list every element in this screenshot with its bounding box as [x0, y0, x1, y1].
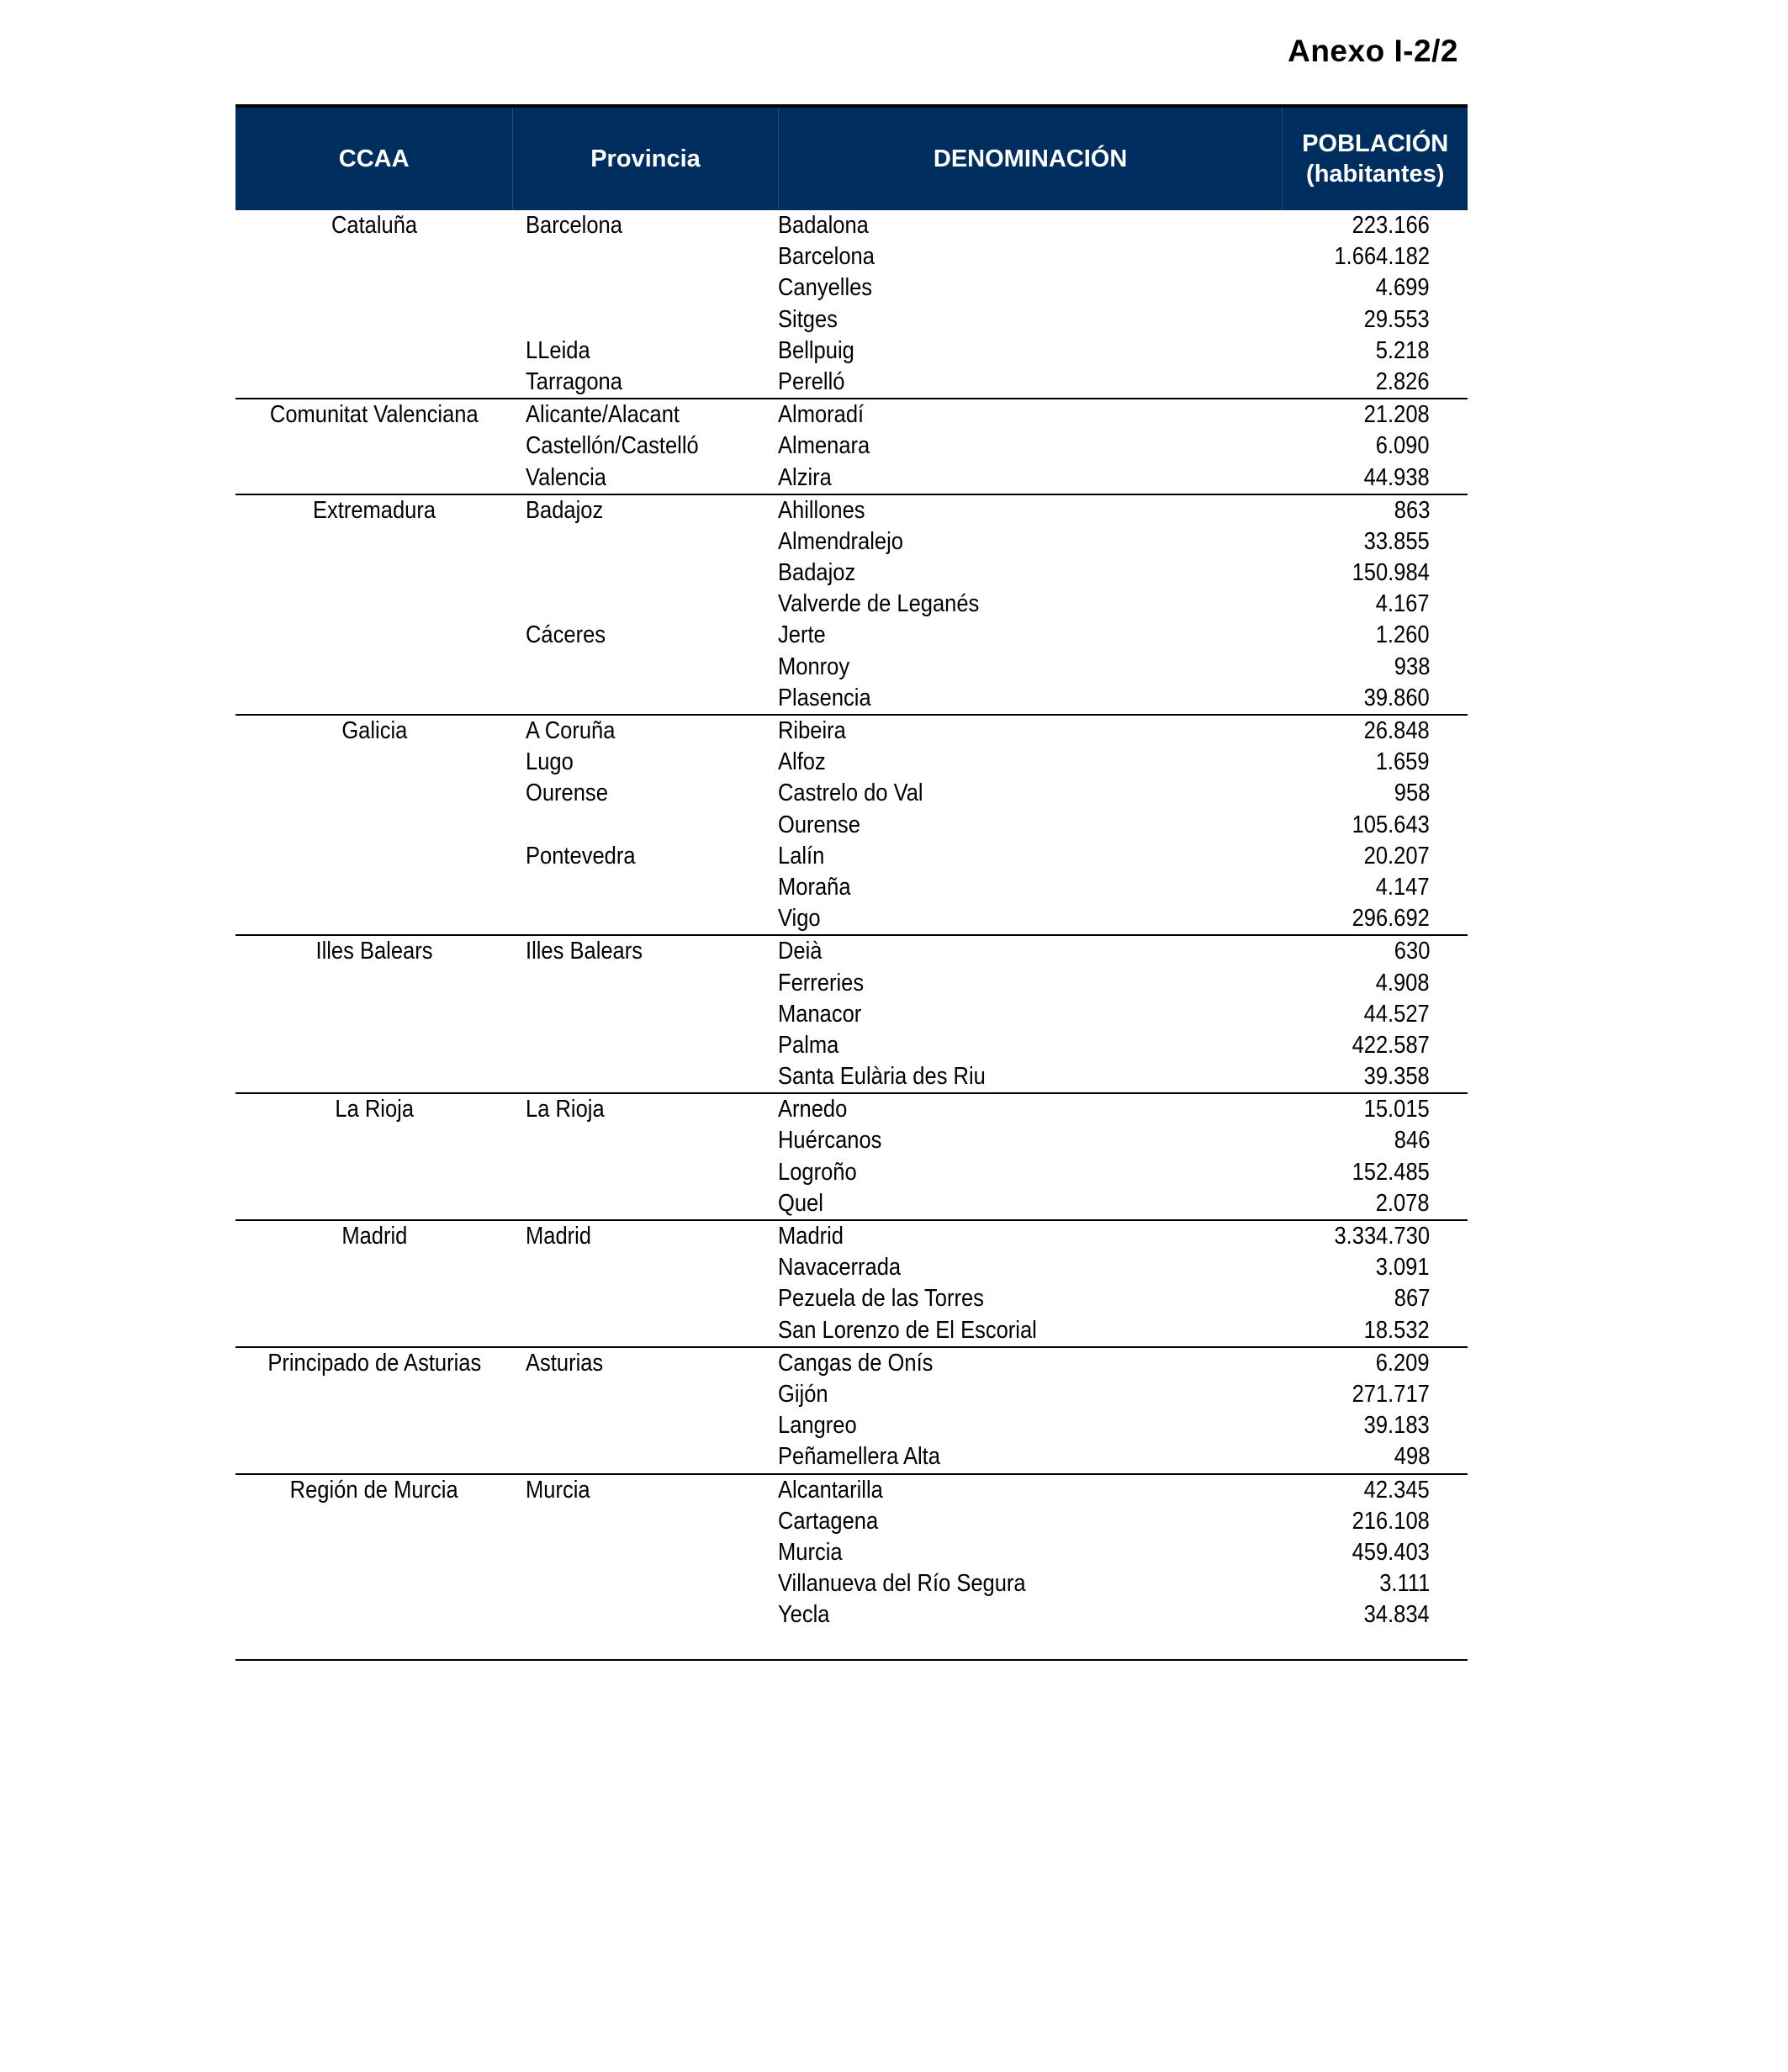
table-row [235, 1315, 1468, 1346]
ccaa-cell [235, 810, 513, 841]
ccaa-cell [235, 872, 513, 903]
ccaa-cell [235, 1379, 513, 1410]
provincia-cell [513, 558, 778, 589]
provincia-cell [513, 1599, 778, 1631]
denominacion-cell: Yecla [778, 1601, 830, 1629]
ccaa-cell [235, 1030, 513, 1061]
provincia-cell: Valencia [526, 463, 607, 491]
table-row [235, 462, 1468, 494]
table-row [235, 367, 1468, 398]
denominacion-cell: Badalona [778, 212, 869, 239]
provincia-cell [513, 1506, 778, 1537]
provincia-cell: Pontevedra [526, 842, 636, 870]
provincia-cell: LLeida [526, 336, 590, 364]
table-row [235, 747, 1468, 778]
ccaa-cell [235, 431, 513, 462]
ccaa-cell [235, 1315, 513, 1346]
denominacion-cell: Moraña [778, 873, 851, 901]
provincia-cell [513, 1125, 778, 1156]
header-poblacion-line1: POBLACIÓN [1302, 130, 1449, 157]
poblacion-cell: 29.553 [1363, 305, 1430, 333]
ccaa-cell [235, 903, 513, 934]
denominacion-cell: Badajoz [778, 559, 856, 587]
table-body [235, 210, 1468, 1661]
header-denominacion: DENOMINACIÓN [779, 108, 1283, 210]
denominacion-cell: Cartagena [778, 1507, 879, 1535]
denominacion-cell: Langreo [778, 1412, 857, 1440]
table-row [235, 1506, 1468, 1537]
ccaa-cell [235, 1537, 513, 1568]
ccaa-cell [235, 558, 513, 589]
provincia-cell: Badajoz [526, 496, 604, 524]
provincia-cell [513, 1568, 778, 1599]
table-row [235, 1283, 1468, 1314]
poblacion-cell: 296.692 [1352, 905, 1430, 933]
denominacion-cell: Barcelona [778, 243, 875, 271]
ccaa-cell [235, 1506, 513, 1537]
ccaa-cell [235, 1188, 513, 1219]
table-row [235, 336, 1468, 367]
ccaa-cell [235, 1061, 513, 1092]
table-row [235, 968, 1468, 999]
provincia-cell: Illes Balears [526, 938, 643, 965]
provincia-cell: Asturias [526, 1349, 604, 1377]
denominacion-cell: Plasencia [778, 684, 871, 711]
denominacion-cell: Peñamellera Alta [778, 1443, 940, 1471]
denominacion-cell: Almoradí [778, 401, 865, 429]
table-row [235, 210, 1468, 241]
ccaa-cell [235, 778, 513, 809]
ccaa-cell [235, 1157, 513, 1188]
table-row [235, 620, 1468, 651]
denominacion-cell: Deià [778, 938, 823, 965]
provincia-cell [513, 683, 778, 714]
table-row [235, 1379, 1468, 1410]
table-row [235, 431, 1468, 462]
poblacion-cell: 150.984 [1352, 559, 1430, 587]
table-row [235, 1441, 1468, 1472]
poblacion-cell: 33.855 [1363, 527, 1430, 555]
poblacion-cell: 863 [1394, 496, 1430, 524]
poblacion-cell: 846 [1394, 1127, 1430, 1155]
table-row [235, 1568, 1468, 1599]
poblacion-cell: 867 [1394, 1285, 1430, 1313]
denominacion-cell: Sitges [778, 305, 838, 333]
ccaa-cell [235, 747, 513, 778]
ccaa-cell: Madrid [341, 1223, 408, 1250]
provincia-cell [513, 1157, 778, 1188]
poblacion-cell: 958 [1394, 780, 1430, 807]
provincia-cell [513, 1030, 778, 1061]
denominacion-cell: Pezuela de las Torres [778, 1285, 984, 1313]
table-row [235, 304, 1468, 336]
provincia-cell: Lugo [526, 748, 574, 776]
group-region-de-murcia [235, 1475, 1468, 1662]
ccaa-cell [235, 241, 513, 272]
header-poblacion [1283, 108, 1468, 210]
ccaa-cell [235, 367, 513, 398]
table-row [235, 1599, 1468, 1631]
poblacion-cell: 223.166 [1352, 212, 1430, 239]
poblacion-cell: 422.587 [1352, 1031, 1430, 1059]
poblacion-cell: 34.834 [1363, 1601, 1430, 1629]
table-row [235, 683, 1468, 714]
table-row [235, 1410, 1468, 1441]
ccaa-cell [235, 652, 513, 683]
header-poblacion-line2: (habitantes) [1306, 161, 1445, 188]
poblacion-cell: 44.938 [1363, 463, 1430, 491]
poblacion-cell: 44.527 [1363, 1000, 1430, 1028]
group-la-rioja [235, 1094, 1468, 1221]
ccaa-cell [235, 683, 513, 714]
table-row [235, 936, 1468, 967]
poblacion-cell: 26.848 [1363, 717, 1430, 744]
ccaa-cell [235, 272, 513, 304]
poblacion-cell: 1.260 [1376, 621, 1430, 649]
poblacion-cell: 18.532 [1363, 1316, 1430, 1344]
poblacion-cell: 42.345 [1363, 1476, 1430, 1504]
ccaa-cell [235, 968, 513, 999]
poblacion-cell: 1.664.182 [1334, 243, 1430, 271]
poblacion-cell: 39.860 [1363, 684, 1430, 711]
denominacion-cell: Villanueva del Río Segura [778, 1570, 1026, 1598]
poblacion-cell: 4.908 [1376, 969, 1430, 996]
poblacion-cell: 4.167 [1376, 590, 1430, 618]
poblacion-cell: 498 [1394, 1443, 1430, 1471]
provincia-cell [513, 872, 778, 903]
poblacion-cell: 2.078 [1376, 1189, 1430, 1217]
provincia-cell [513, 1061, 778, 1092]
poblacion-cell: 6.209 [1376, 1349, 1430, 1377]
denominacion-cell: Murcia [778, 1538, 843, 1566]
population-table [235, 104, 1468, 1661]
table-row [235, 903, 1468, 934]
table-row [235, 810, 1468, 841]
provincia-cell [513, 968, 778, 999]
poblacion-cell: 4.147 [1376, 873, 1430, 901]
poblacion-cell: 3.334.730 [1334, 1223, 1430, 1250]
provincia-cell [513, 272, 778, 304]
denominacion-cell: Castrelo do Val [778, 780, 923, 807]
ccaa-cell [235, 336, 513, 367]
ccaa-cell [235, 620, 513, 651]
group-principado-de-asturias [235, 1348, 1468, 1475]
provincia-cell: Ourense [526, 780, 608, 807]
annex-title: Anexo I-2/2 [1288, 34, 1458, 68]
ccaa-cell [235, 589, 513, 620]
denominacion-cell: Logroño [778, 1158, 857, 1186]
table-row [235, 558, 1468, 589]
poblacion-cell: 105.643 [1352, 811, 1430, 838]
denominacion-cell: Almenara [778, 432, 870, 460]
poblacion-cell: 938 [1394, 653, 1430, 680]
poblacion-cell: 39.358 [1363, 1063, 1430, 1091]
table-row [235, 1475, 1468, 1506]
denominacion-cell: Ribeira [778, 717, 846, 744]
poblacion-cell: 3.111 [1378, 1570, 1430, 1598]
ccaa-cell: La Rioja [335, 1096, 414, 1123]
provincia-cell: Barcelona [526, 212, 622, 239]
provincia-cell [513, 1379, 778, 1410]
poblacion-cell: 216.108 [1352, 1507, 1430, 1535]
ccaa-cell [235, 1568, 513, 1599]
provincia-cell: Alicante/Alacant [526, 401, 680, 429]
denominacion-cell: Almendralejo [778, 527, 903, 555]
provincia-cell: Tarragona [526, 367, 622, 395]
table-row [235, 872, 1468, 903]
provincia-cell [513, 1537, 778, 1568]
denominacion-cell: Alcantarilla [778, 1476, 883, 1504]
provincia-cell: Murcia [526, 1476, 590, 1504]
poblacion-cell: 5.218 [1376, 336, 1430, 364]
table-row [235, 1252, 1468, 1283]
group-extremadura [235, 495, 1468, 716]
provincia-cell [513, 1252, 778, 1283]
table-row [235, 1125, 1468, 1156]
ccaa-cell: Extremadura [312, 496, 436, 524]
table-row [235, 1030, 1468, 1061]
ccaa-cell: Región de Murcia [289, 1476, 459, 1504]
table-row [235, 1061, 1468, 1092]
denominacion-cell: Palma [778, 1031, 839, 1059]
poblacion-cell: 21.208 [1363, 401, 1430, 429]
ccaa-cell [235, 1599, 513, 1631]
denominacion-cell: Alzira [778, 463, 832, 491]
ccaa-cell [235, 1410, 513, 1441]
denominacion-cell: Arnedo [778, 1096, 848, 1123]
provincia-cell: Castellón/Castelló [526, 432, 699, 460]
denominacion-cell: Gijón [778, 1380, 828, 1408]
denominacion-cell: Valverde de Leganés [778, 590, 980, 618]
table-row [235, 589, 1468, 620]
denominacion-cell: Ferreries [778, 969, 865, 996]
denominacion-cell: Cangas de Onís [778, 1349, 934, 1377]
denominacion-cell: Ahillones [778, 496, 865, 524]
poblacion-cell: 4.699 [1376, 274, 1430, 302]
ccaa-cell: Principado de Asturias [267, 1349, 481, 1377]
group-comunitat-valenciana [235, 399, 1468, 495]
table-row [235, 1348, 1468, 1379]
table-row [235, 495, 1468, 526]
poblacion-cell: 152.485 [1352, 1158, 1430, 1186]
ccaa-cell [235, 1441, 513, 1472]
poblacion-cell: 630 [1394, 938, 1430, 965]
provincia-cell [513, 1410, 778, 1441]
ccaa-cell: Illes Balears [315, 938, 433, 965]
poblacion-cell: 1.659 [1376, 748, 1430, 776]
provincia-cell [513, 1188, 778, 1219]
provincia-cell [513, 241, 778, 272]
provincia-cell: Cáceres [526, 621, 606, 649]
provincia-cell: Madrid [526, 1223, 592, 1250]
poblacion-cell: 459.403 [1352, 1538, 1430, 1566]
provincia-cell [513, 1283, 778, 1314]
table-row [235, 526, 1468, 558]
poblacion-cell: 15.015 [1363, 1096, 1430, 1123]
denominacion-cell: Lalín [778, 842, 825, 870]
poblacion-cell: 2.826 [1376, 367, 1430, 395]
denominacion-cell: Santa Eulària des Riu [778, 1063, 986, 1091]
ccaa-cell [235, 1125, 513, 1156]
provincia-cell: A Coruña [526, 717, 616, 744]
provincia-cell [513, 526, 778, 558]
table-row [235, 1537, 1468, 1568]
ccaa-cell [235, 999, 513, 1030]
denominacion-cell: Canyelles [778, 274, 873, 302]
poblacion-cell: 20.207 [1363, 842, 1430, 870]
ccaa-cell: Comunitat Valenciana [270, 401, 479, 429]
provincia-cell [513, 304, 778, 336]
denominacion-cell: Perelló [778, 367, 845, 395]
table-row [235, 399, 1468, 431]
ccaa-cell [235, 1252, 513, 1283]
ccaa-cell [235, 526, 513, 558]
table-row [235, 999, 1468, 1030]
denominacion-cell: San Lorenzo de El Escorial [778, 1316, 1037, 1344]
denominacion-cell: Ourense [778, 811, 860, 838]
table-row [235, 841, 1468, 872]
provincia-cell: La Rioja [526, 1096, 605, 1123]
group-cataluna [235, 210, 1468, 399]
poblacion-cell: 3.091 [1376, 1254, 1430, 1282]
denominacion-cell: Bellpuig [778, 336, 854, 364]
poblacion-cell: 6.090 [1376, 432, 1430, 460]
group-galicia [235, 716, 1468, 936]
ccaa-cell: Cataluña [331, 212, 418, 239]
ccaa-cell [235, 304, 513, 336]
table-row [235, 241, 1468, 272]
table-row [235, 652, 1468, 683]
table-row [235, 1157, 1468, 1188]
provincia-cell [513, 1315, 778, 1346]
denominacion-cell: Quel [778, 1189, 823, 1217]
denominacion-cell: Navacerrada [778, 1254, 902, 1282]
ccaa-cell [235, 1283, 513, 1314]
ccaa-cell [235, 462, 513, 494]
denominacion-cell: Monroy [778, 653, 850, 680]
denominacion-cell: Alfoz [778, 748, 826, 776]
provincia-cell [513, 999, 778, 1030]
table-row [235, 272, 1468, 304]
denominacion-cell: Vigo [778, 905, 821, 933]
provincia-cell [513, 903, 778, 934]
table-header [235, 104, 1468, 210]
header-ccaa: CCAA [235, 108, 513, 210]
header-provincia: Provincia [513, 108, 778, 210]
ccaa-cell: Galicia [341, 717, 408, 744]
provincia-cell [513, 589, 778, 620]
poblacion-cell: 39.183 [1363, 1412, 1430, 1440]
denominacion-cell: Huércanos [778, 1127, 882, 1155]
denominacion-cell: Jerte [778, 621, 826, 649]
table-row [235, 1188, 1468, 1219]
provincia-cell [513, 1441, 778, 1472]
table-row [235, 1094, 1468, 1125]
provincia-cell [513, 652, 778, 683]
table-row [235, 778, 1468, 809]
denominacion-cell: Manacor [778, 1000, 862, 1028]
provincia-cell [513, 810, 778, 841]
group-illes-balears [235, 936, 1468, 1094]
table-row [235, 1221, 1468, 1252]
ccaa-cell [235, 841, 513, 872]
poblacion-cell: 271.717 [1352, 1380, 1430, 1408]
group-madrid [235, 1221, 1468, 1348]
denominacion-cell: Madrid [778, 1223, 844, 1250]
table-row [235, 716, 1468, 747]
